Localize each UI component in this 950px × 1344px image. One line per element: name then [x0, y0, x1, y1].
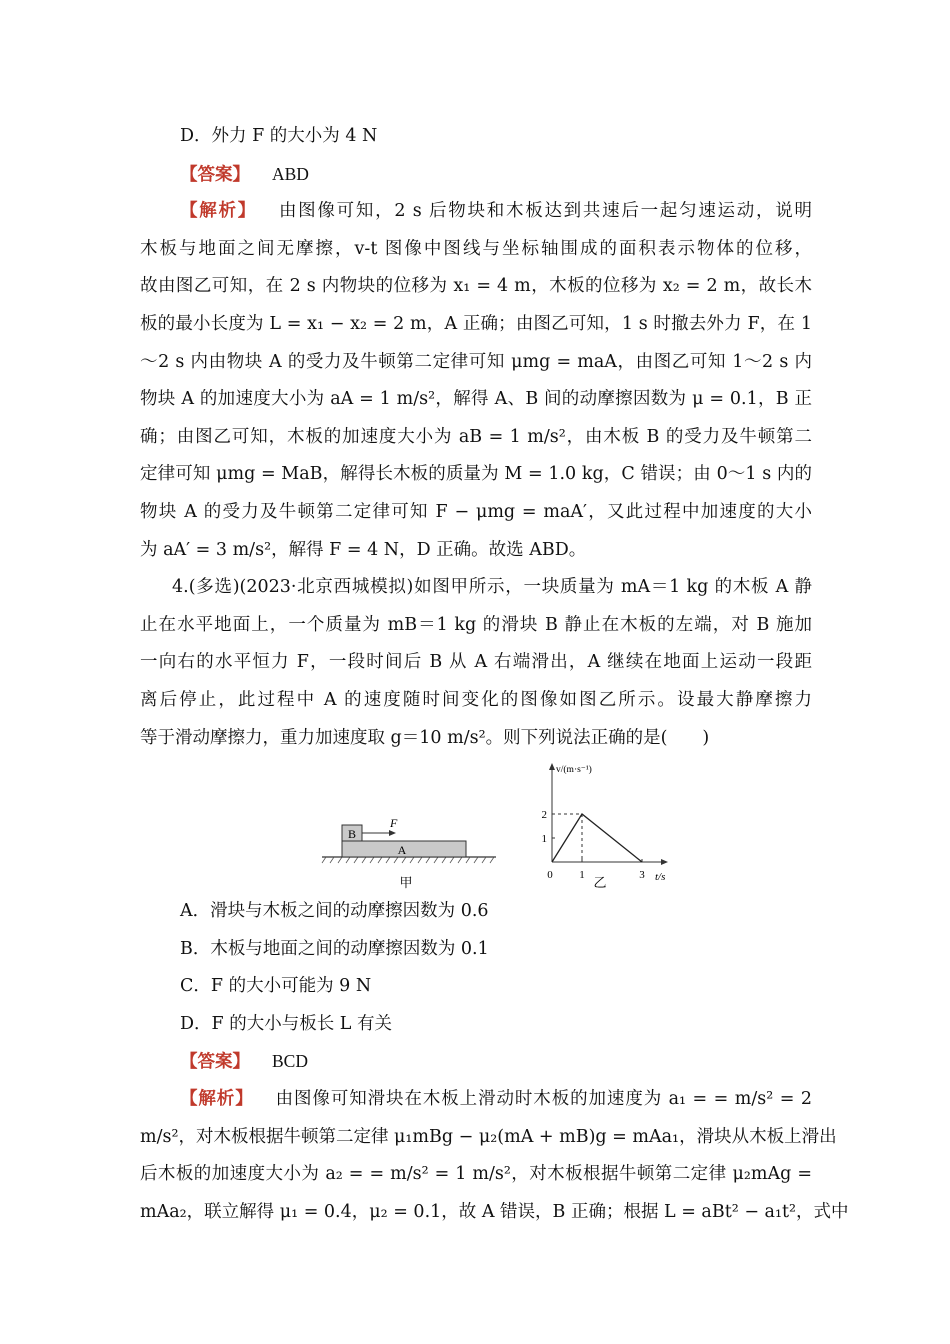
- document-page: [140, 118, 849, 1231]
- q4-stem-line-3: 一向右的水平恒力 F，一段时间后 B 从 A 右端滑出，A 继续在地面上运动一段距: [140, 652, 812, 673]
- q4-option-b: B．木板与地面之间的动摩擦因数为 0.1: [180, 938, 489, 959]
- q4-analysis-line-1: 【解析】 由图像可知滑块在木板上滑动时木板的加速度为 a₁ = = m/s² = 2: [180, 1089, 812, 1110]
- figures-row: [140, 757, 812, 893]
- q3-analysis-line-2: 木板与地面之间无摩擦，v-t 图像中图线与坐标轴围成的面积表示物体的位移，: [140, 238, 812, 259]
- x-axis-label: t/s: [655, 871, 666, 884]
- block-b-label: B: [347, 827, 357, 842]
- q3-answer-row: [140, 156, 812, 194]
- q3-analysis-line-9: 物块 A 的受力及牛顿第二定律可知 F − μmg = maA′，又此过程中加速度的大小: [140, 501, 812, 522]
- series-line-board-a: [552, 814, 642, 862]
- figure-jia-caption: 甲: [399, 875, 413, 891]
- x-tick-label: 3: [639, 869, 645, 882]
- q4-option-d: D．F 的大小与板长 L 有关: [180, 1013, 392, 1034]
- q4-answer-row: [140, 1043, 812, 1081]
- analysis-tag: 【解析】: [180, 201, 257, 222]
- q3-analysis-line-8: 定律可知 μmg = MaB，解得长木板的质量为 M = 1.0 kg，C 错误；由 0～1 s 内的: [140, 464, 812, 485]
- q4-stem-line-2: 止在水平地面上，一个质量为 mB＝1 kg 的滑块 B 静止在木板的左端，对 B 施加: [140, 614, 812, 635]
- q3-analysis-line-4: 板的最小长度为 L = x₁ − x₂ = 2 m，A 正确；由图乙可知，1 s 时撤去外力 F，在 1: [140, 313, 812, 334]
- q4-analysis-line-2: m/s²，对木板根据牛顿第二定律 μ₁mBg − μ₂(mA + mB)g = mAa₁，滑块从木板上滑出: [140, 1126, 837, 1147]
- force-label: F: [390, 816, 398, 831]
- y-axis-label: v/(m·s⁻¹): [556, 765, 592, 776]
- q4-stem-line-1: 4.(多选)(2023·北京西城模拟)如图甲所示，一块质量为 mA＝1 kg 的木板 A 静: [172, 577, 812, 598]
- q4-option-a: A．滑块与木板之间的动摩擦因数为 0.6: [180, 901, 489, 922]
- y-tick-label: 1: [541, 833, 547, 846]
- answer-tag: 【答案】: [180, 1052, 250, 1073]
- q3-analysis-line-10: 为 aA′ = 3 m/s²，解得 F = 4 N，D 正确。故选 ABD。: [140, 539, 587, 560]
- q3-analysis-line-5: ～2 s 内由物块 A 的受力及牛顿第二定律可知 μmg = maA，由图乙可知 1～2 s 内: [140, 351, 812, 372]
- y-tick-label: 2: [541, 809, 547, 822]
- q4-analysis-line-4: mAa₂，联立解得 μ₁ = 0.4，μ₂ = 0.1，故 A 错误，B 正确；根据 L = aBt² − a₁t²，式中: [140, 1201, 849, 1222]
- q3-option-d: D．外力 F 的大小为 4 N: [180, 126, 378, 146]
- q3-analysis-line-7: 确；由图乙可知，木板的加速度大小为 aB = 1 m/s²，由木板 B 的受力及牛顿第二: [140, 426, 812, 447]
- board-a-label: A: [397, 843, 407, 858]
- answer-tag: 【答案】: [180, 164, 250, 185]
- x-tick-label: 0: [547, 869, 553, 882]
- analysis-tag: 【解析】: [180, 1089, 254, 1110]
- q4-answer: BCD: [272, 1051, 308, 1072]
- q3-answer: ABD: [272, 163, 309, 184]
- q4-stem-line-4: 离后停止，此过程中 A 的速度随时间变化的图像如图乙所示。设最大静摩擦力: [140, 689, 812, 710]
- q4-stem-line-5: 等于滑动摩擦力，重力加速度取 g＝10 m/s²。则下列说法正确的是( ): [140, 727, 710, 748]
- q3-analysis-line-6: 物块 A 的加速度大小为 aA = 1 m/s²，解得 A、B 间的动摩擦因数为 μ = 0.1，B 正: [140, 389, 812, 410]
- q4-option-c: C．F 的大小可能为 9 N: [180, 976, 372, 997]
- q4-analysis-line-3: 后木板的加速度大小为 a₂ = = m/s² = 1 m/s²，对木板根据牛顿第二定律 μ₂mAg =: [140, 1164, 812, 1185]
- x-tick-label: 1: [579, 869, 585, 882]
- q3-analysis-line-3: 故由图乙可知，在 2 s 内物块的位移为 x₁ = 4 m，木板的位移为 x₂ = 2 m，故长木: [140, 276, 812, 297]
- q3-analysis-line-1: 【解析】 由图像可知，2 s 后物块和木板达到共速后一起匀速运动，说明: [180, 201, 812, 222]
- figure-yi-caption: 乙: [593, 875, 607, 891]
- figure-yi-chart: [140, 757, 812, 893]
